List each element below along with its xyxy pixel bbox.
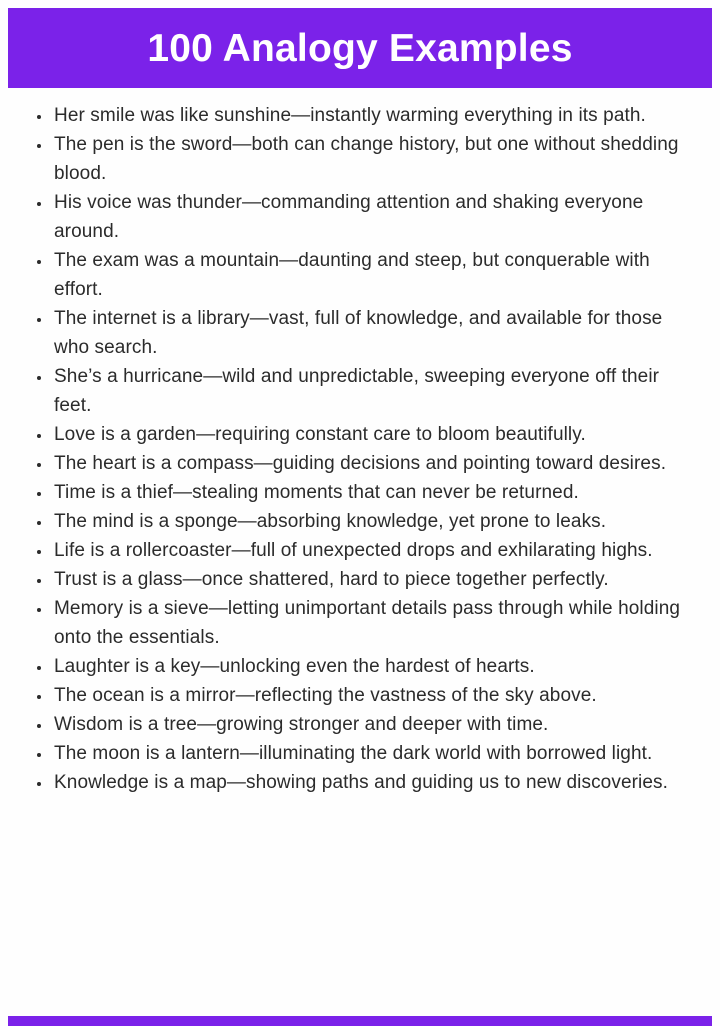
list-item: • She’s a hurricane—wild and unpredictable, sweeping everyone off their feet. [52,362,698,420]
list-item: • The internet is a library—vast, full of knowledge, and available for those who search. [52,304,698,362]
page [0,8,720,1026]
list-item: • The exam was a mountain—daunting and steep, but conquerable with effort. [52,246,698,304]
list-item: • Knowledge is a map—showing paths and guiding us to new discoveries. [52,768,698,797]
list-item: • Wisdom is a tree—growing stronger and deeper with time. [52,710,698,739]
analogy-list-section [0,88,720,797]
list-item: • Life is a rollercoaster—full of unexpected drops and exhilarating highs. [52,536,698,565]
list-item: • Her smile was like sunshine—instantly warming everything in its path. [52,101,698,130]
list-item: • His voice was thunder—commanding attention and shaking everyone around. [52,188,698,246]
page-title: 100 Analogy Examples [147,26,573,70]
title-banner [8,8,712,88]
list-item: • Laughter is a key—unlocking even the hardest of hearts. [52,652,698,681]
list-item: • Love is a garden—requiring constant care to bloom beautifully. [52,420,698,449]
analogy-list [0,101,698,797]
list-item: • Memory is a sieve—letting unimportant details pass through while holding onto the essentials. [52,594,698,652]
list-item: • The ocean is a mirror—reflecting the vastness of the sky above. [52,681,698,710]
list-item: • Time is a thief—stealing moments that can never be returned. [52,478,698,507]
list-item: • The heart is a compass—guiding decisions and pointing toward desires. [52,449,698,478]
list-item: • The pen is the sword—both can change history, but one without shedding blood. [52,130,698,188]
list-item: • Trust is a glass—once shattered, hard to piece together perfectly. [52,565,698,594]
list-item: • The mind is a sponge—absorbing knowledge, yet prone to leaks. [52,507,698,536]
list-item: • The moon is a lantern—illuminating the dark world with borrowed light. [52,739,698,768]
